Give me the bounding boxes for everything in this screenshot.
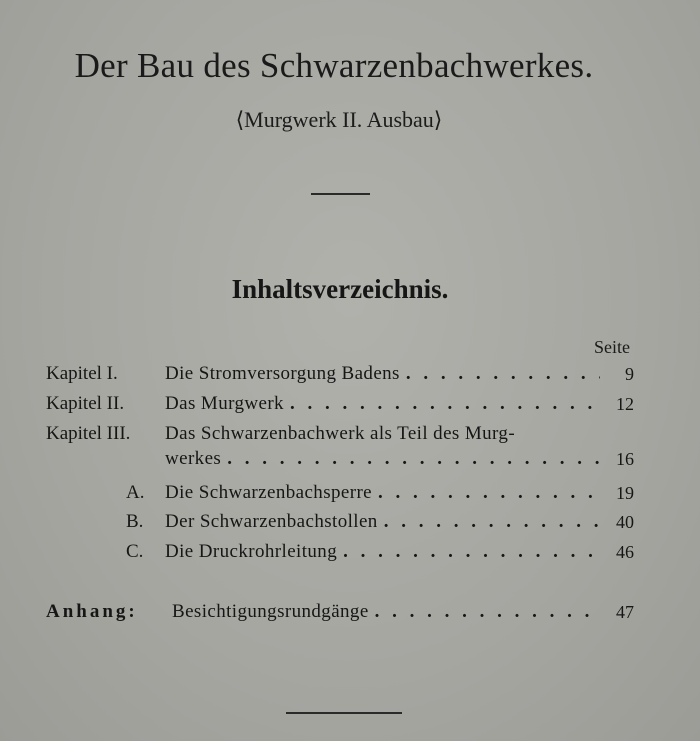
toc-subentry (0, 508, 700, 536)
toc-entry-page: 9 (625, 364, 634, 384)
toc-appendix-entry (0, 598, 700, 626)
toc-entry-page: 12 (616, 394, 634, 414)
toc-entry (0, 360, 700, 388)
toc-entry-page: 46 (616, 542, 634, 562)
toc-entry-text-continued: werkes (165, 448, 222, 469)
toc-entry-label: Kapitel I. (46, 363, 118, 384)
toc-entry-text: Die Schwarzenbachsperre (165, 482, 373, 503)
toc-heading: Inhaltsverzeichnis. (231, 274, 449, 304)
toc-entry-label: Kapitel III. (46, 423, 131, 444)
divider-bottom (286, 712, 402, 714)
document-title: Der Bau des Schwarzenbachwerkes. (74, 46, 594, 85)
toc-subentry (0, 538, 700, 566)
dot-leader (406, 360, 600, 388)
toc-entry-text: Das Schwarzenbachwerk als Teil des Murg- (165, 423, 516, 444)
dot-leader (290, 390, 600, 418)
toc-subentry-label: A. (126, 482, 145, 503)
dot-leader (375, 598, 600, 626)
toc-entry-label: Kapitel II. (46, 393, 125, 414)
divider-top (311, 193, 370, 195)
toc-entry-text: Das Murgwerk (165, 393, 284, 414)
dot-leader (384, 508, 600, 536)
toc-appendix-label: Anhang: (46, 601, 138, 622)
page-column-header: Seite (594, 337, 630, 357)
toc-subentry (0, 479, 700, 507)
toc-entry-text: Die Stromversorgung Badens (165, 363, 400, 384)
toc-entry-text: Der Schwarzenbachstollen (165, 511, 378, 532)
toc-entry-page: 47 (616, 602, 634, 622)
toc-entry-continuation (0, 445, 700, 473)
toc-entry (0, 420, 700, 448)
document-subtitle: ⟨Murgwerk II. Ausbau⟩ (235, 107, 443, 132)
toc-entry-text: Besichtigungsrundgänge (172, 601, 369, 622)
toc-entry-text: Die Druckrohrleitung (165, 541, 338, 562)
dot-leader (227, 445, 600, 473)
toc-subentry-label: B. (126, 511, 144, 532)
toc-entry (0, 390, 700, 418)
toc-entry-page: 16 (616, 449, 634, 469)
toc-entry-page: 19 (616, 483, 634, 503)
toc-entry-page: 40 (616, 512, 634, 532)
dot-leader (343, 538, 600, 566)
toc-subentry-label: C. (126, 541, 144, 562)
dot-leader (378, 479, 600, 507)
